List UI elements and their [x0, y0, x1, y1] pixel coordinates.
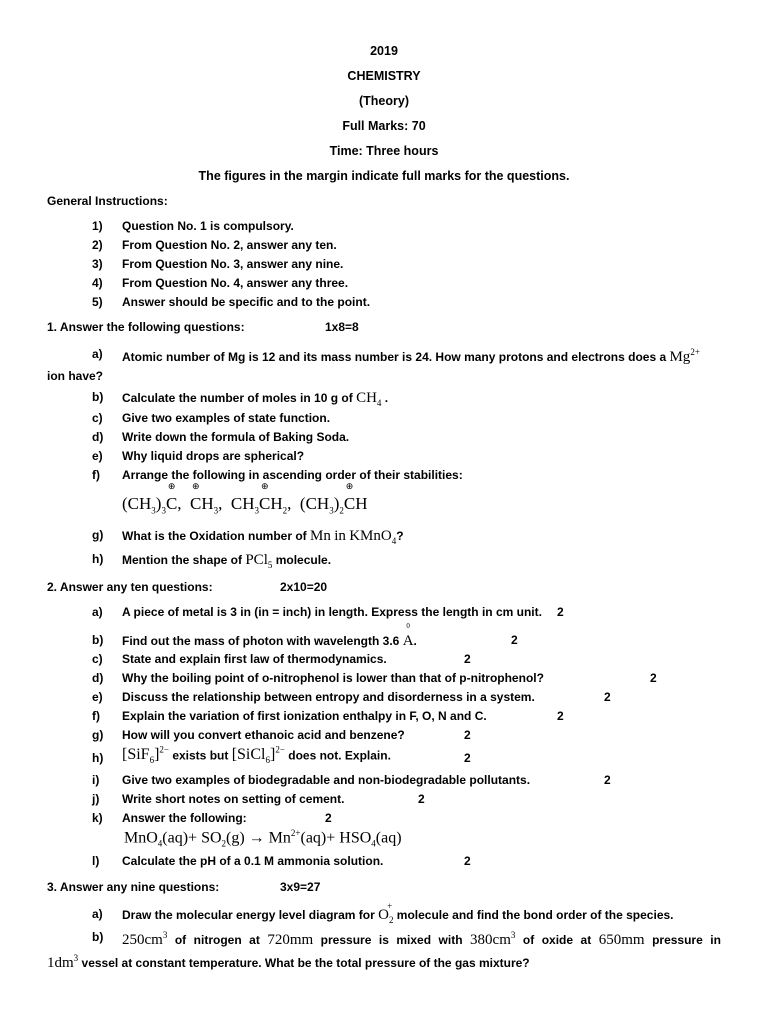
q2-item-text: State and explain first law of thermodynamics. — [122, 652, 387, 666]
instruction-text: From Question No. 3, answer any nine. — [122, 257, 344, 271]
exam-time: Time: Three hours — [329, 144, 439, 158]
pressure-oxide: 650mm — [598, 932, 645, 948]
q2-item-label: i) — [92, 773, 100, 787]
q1-f-text: Arrange the following in ascending order of their stabilities: — [122, 468, 463, 482]
q2-item-mark: 2 — [511, 633, 518, 647]
pressure-nitrogen: 720mm — [267, 932, 314, 948]
q3-b-label: b) — [92, 930, 104, 944]
q2-item-mark: 2 — [464, 854, 471, 868]
q1-g-label: g) — [92, 528, 104, 542]
instruction-text: Answer should be specific and to the point. — [122, 295, 371, 309]
q1-h-label: h) — [92, 552, 104, 566]
exam-paper-type: (Theory) — [359, 94, 409, 108]
carbocation-center: ⊕ C — [343, 482, 356, 513]
ch4-subscript: 4 — [376, 398, 382, 408]
volume-oxide — [470, 932, 515, 948]
angstrom-ring: 0 — [406, 622, 410, 630]
cube-superscript: 3 — [162, 930, 168, 940]
q2-item-text — [122, 745, 391, 766]
pcl5-subscript: 5 — [267, 560, 273, 570]
q2-item-mark: 2 — [557, 605, 564, 619]
q2-item-mark: 2 — [650, 671, 657, 685]
q2-item-label: k) — [92, 811, 103, 825]
q2-item-label: b) — [92, 633, 104, 647]
q1-c-text: Give two examples of state function. — [122, 411, 331, 425]
positive-charge-icon: ⊕ — [345, 482, 354, 492]
q1-g-mark: ? — [396, 529, 404, 543]
q2-item-text: A piece of metal is 3 in (in = inch) in length. Express the length in cm unit. — [122, 605, 542, 619]
q2-item-text — [122, 622, 417, 650]
kmno4-formula — [349, 528, 396, 544]
o2-plus-ion: $O_2$ + — [378, 901, 394, 925]
q1-a-text — [122, 347, 700, 366]
q2-item-text: Calculate the pH of a 0.1 M ammonia solution. — [122, 854, 384, 868]
instructions-title: General Instructions: — [47, 194, 168, 208]
instruction-number: 2) — [92, 238, 103, 252]
q1-h-text — [122, 552, 331, 570]
q1-h-suffix: molecule. — [275, 553, 332, 567]
q2-item-label: h) — [92, 751, 104, 765]
positive-charge-icon: ⊕ — [167, 482, 176, 492]
pcl5-formula — [245, 552, 272, 568]
volume-nitrogen — [122, 932, 167, 948]
q2-item-label: c) — [92, 652, 103, 666]
q2-item-label: l) — [92, 854, 100, 868]
q2-h-end: does not. Explain. — [288, 748, 391, 763]
exam-full-marks: Full Marks: 70 — [342, 119, 426, 133]
carbocation-center: ⊕ C — [190, 482, 202, 513]
q2-item-label: j) — [92, 792, 100, 806]
q2-item-text: Give two examples of biodegradable and non-biodegradable pollutants. — [122, 773, 531, 787]
q1-a-continuation: ion have? — [47, 369, 104, 383]
sif6-ion: $[SiF_6]^{2-}$ — [122, 745, 169, 766]
q3-b-text: pressure in — [652, 933, 721, 947]
q2-b-end: . — [413, 634, 417, 648]
mg-charge: 2+ — [690, 347, 700, 357]
q1-d-label: d) — [92, 430, 104, 444]
q2-item-label: e) — [92, 690, 103, 704]
instruction-text: Question No. 1 is compulsory. — [122, 219, 294, 233]
q2-item-label: f) — [92, 709, 100, 723]
instruction-number: 3) — [92, 257, 103, 271]
q1-d-text: Write down the formula of Baking Soda. — [122, 430, 350, 444]
carbocation-formula: $(CH_3)_3$ ⊕ C, ⊕ $CH_3$, $CH_3$ ⊕ $CH_2$, $(CH_3)_2$ ⊕ CH — [122, 482, 368, 516]
instruction-number: 1) — [92, 219, 103, 233]
q1-f-label: f) — [92, 468, 100, 482]
carbocation-center: ⊕ C — [165, 482, 178, 513]
q3-heading: 3. Answer any nine questions: — [47, 880, 220, 894]
ch4-formula — [356, 390, 381, 406]
q2-item-mark: 2 — [557, 709, 564, 723]
mn-symbol: Mn — [310, 528, 331, 544]
q3-b-line2 — [47, 953, 530, 972]
q1-b-question: Calculate the number of moles in 10 g of — [122, 391, 353, 405]
q1-b-text: Calculate the number of moles in 10 g of $CH_4$ . — [122, 390, 389, 408]
vessel-volume — [47, 955, 78, 971]
q1-heading: 1. Answer the following questions: — [47, 320, 245, 334]
instruction-number: 4) — [92, 276, 103, 290]
q2-item-text: Discuss the relationship between entropy and disorderness in a system. — [122, 690, 535, 704]
q3-b-text: of nitrogen at — [174, 933, 260, 947]
cube-superscript: 3 — [510, 930, 516, 940]
q2-item-text: Write short notes on setting of cement. — [122, 792, 345, 806]
q3-a-label: a) — [92, 907, 103, 921]
exam-year: 2019 — [370, 44, 398, 58]
q2-item-mark: 2 — [604, 690, 611, 704]
q2-item-text: Why the boiling point of o-nitrophenol is lower than that of p-nitrophenol? — [122, 671, 544, 685]
q2-item-mark: 2 — [604, 773, 611, 787]
q2-item-mark: 2 — [464, 728, 471, 742]
q2-item-mark: 2 — [464, 751, 471, 765]
q1-a-question: Atomic number of Mg is 12 and its mass number is 24. How many protons and electrons does a — [122, 350, 667, 364]
ch-symbol: CH — [356, 390, 377, 406]
instruction-text: From Question No. 2, answer any ten. — [122, 238, 337, 252]
q3-b-text: vessel at constant temperature. What be the total pressure of the gas mixture? — [81, 956, 530, 970]
volume-oxide-value: 380cm — [470, 932, 511, 948]
q2-item-text: Answer the following: — [122, 811, 247, 825]
mg-ion — [669, 349, 699, 365]
q2-item-label: d) — [92, 671, 104, 685]
q2-h-middle: exists but — [172, 748, 229, 763]
q3-a-question: Draw the molecular energy level diagram for — [122, 908, 375, 922]
q2-item-mark: 2 — [418, 792, 425, 806]
q3-b-text: pressure is mixed with — [320, 933, 463, 947]
positive-charge-icon: ⊕ — [191, 482, 200, 492]
in-word: in — [334, 528, 346, 544]
q3-a-text — [122, 901, 674, 925]
cube-superscript: 3 — [73, 953, 79, 963]
exam-subject: CHEMISTRY — [347, 69, 421, 83]
redox-equation: $MnO_4(aq)+ SO_2(g) \to Mn^{2+}(aq)+ HSO_4(aq)$ — [124, 828, 402, 849]
volume-nitrogen-value: 250cm — [122, 932, 163, 948]
pcl-symbol: PCl — [245, 552, 268, 568]
angstrom-letter: A — [402, 633, 414, 649]
q2-item-label: g) — [92, 728, 104, 742]
q1-e-text: Why liquid drops are spherical? — [122, 449, 305, 463]
angstrom-unit — [402, 622, 414, 650]
q1-marks: 1x8=8 — [325, 320, 359, 334]
q3-b-text: of oxide at — [522, 933, 592, 947]
q3-b-line1 — [122, 930, 721, 949]
q2-item-label: a) — [92, 605, 103, 619]
q1-g-question: What is the Oxidation number of — [122, 529, 307, 543]
q3-marks: 3x9=27 — [280, 880, 321, 894]
q2-b-question: Find out the mass of photon with wavelength 3.6 — [122, 634, 400, 648]
q3-a-suffix: molecule and find the bond order of the species. — [396, 908, 674, 922]
q2-marks: 2x10=20 — [280, 580, 328, 594]
mg-symbol: Mg — [669, 349, 691, 365]
instruction-number: 5) — [92, 295, 103, 309]
q1-g-text — [122, 528, 404, 546]
q1-a-label: a) — [92, 347, 103, 361]
q1-c-label: c) — [92, 411, 103, 425]
q1-e-label: e) — [92, 449, 103, 463]
q2-item-text: Explain the variation of first ionization enthalpy in F, O, N and C. — [122, 709, 487, 723]
q2-item-mark: 2 — [464, 652, 471, 666]
q2-item-mark: 2 — [325, 811, 332, 825]
vessel-volume-value: 1dm — [47, 955, 74, 971]
kmno-symbol: KMnO — [349, 528, 392, 544]
q1-b-label: b) — [92, 390, 104, 404]
instruction-text: From Question No. 4, answer any three. — [122, 276, 349, 290]
q2-item-text: How will you convert ethanoic acid and benzene? — [122, 728, 405, 742]
margin-note: The figures in the margin indicate full marks for the questions. — [198, 169, 570, 183]
q1-h-question: Mention the shape of — [122, 553, 242, 567]
positive-charge-icon: ⊕ — [260, 482, 269, 492]
carbocation-center: ⊕ C — [259, 482, 271, 513]
sicl6-ion: [SiCl$_6$]$^{2-}$ — [231, 745, 285, 766]
q2-heading: 2. Answer any ten questions: — [47, 580, 213, 594]
kmno4-subscript: 4 — [391, 536, 397, 546]
